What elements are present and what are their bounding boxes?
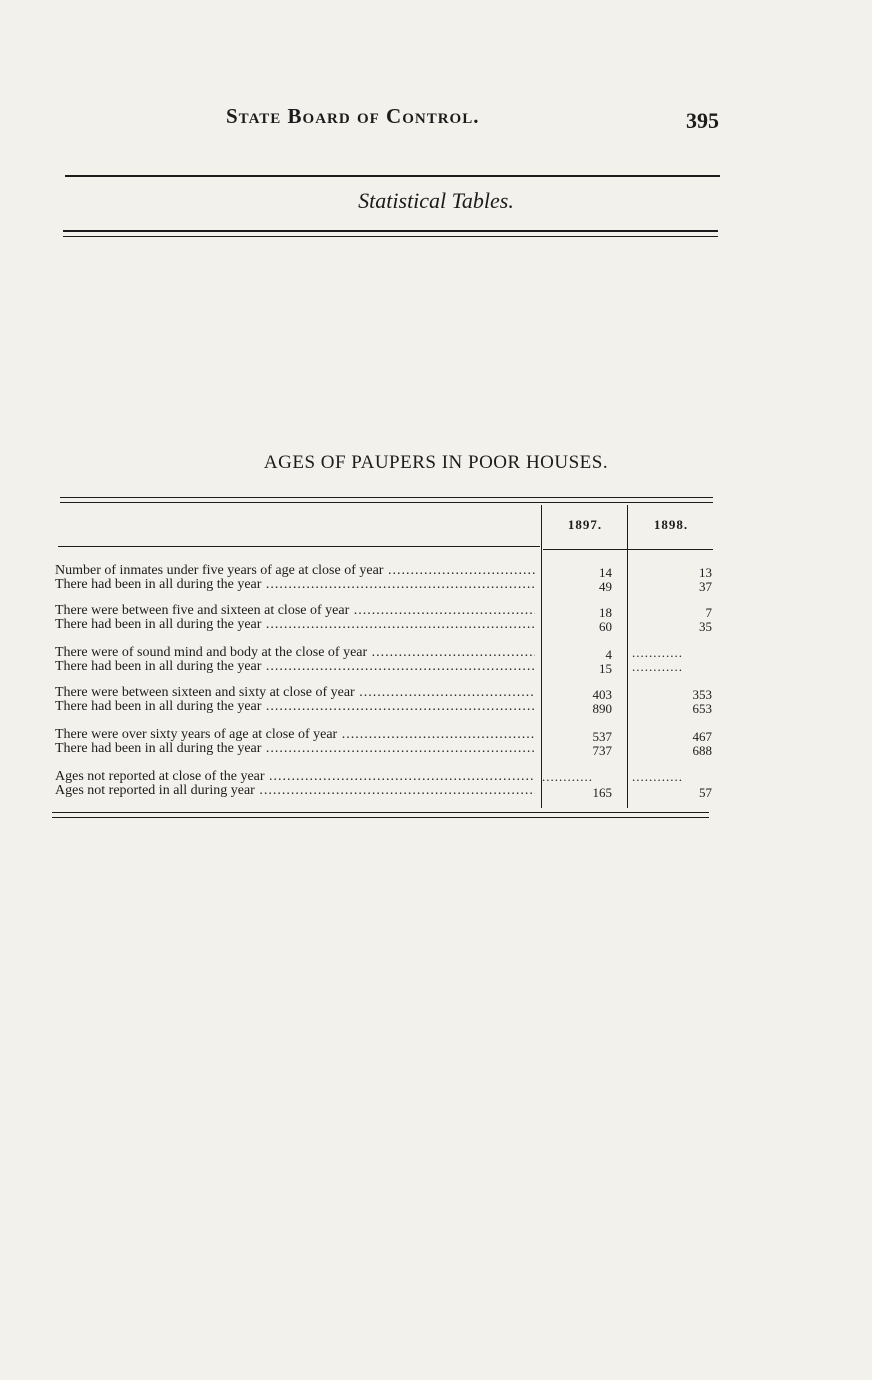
row-label: There were over sixty years of age at close of year ..... xyxy=(55,728,535,742)
table-bottom-rule xyxy=(52,812,709,813)
column-divider-right xyxy=(627,505,628,808)
header-rule-bottom xyxy=(63,230,718,232)
row-label: There were of sound mind and body at the close of year ..... xyxy=(55,646,535,660)
column-header-1898: 1898. xyxy=(653,517,689,532)
col-head-rule xyxy=(543,549,713,550)
cell-1897: 165 xyxy=(592,785,612,800)
cell-1898: 13 xyxy=(699,565,712,580)
cell-1897: 49 xyxy=(599,579,612,594)
row-label: There were between five and sixteen at close of year ..... xyxy=(55,604,535,618)
section-subtitle: Statistical Tables. xyxy=(358,188,514,213)
cell-1898: 57 xyxy=(699,785,712,800)
cell-1898: 35 xyxy=(699,619,712,634)
cell-1897: 60 xyxy=(599,619,612,634)
row-label: There had been in all during the year ..... xyxy=(55,618,535,632)
cell-1898: 688 xyxy=(692,743,712,758)
row-label: There had been in all during the year ..... xyxy=(55,700,535,714)
table-top-rule-2 xyxy=(60,502,713,503)
row-label: Number of inmates under five years of age at close of year ..... xyxy=(55,564,535,578)
cell-1898: 353 xyxy=(692,687,712,702)
cell-1897: 15 xyxy=(599,661,612,676)
stub-head-rule xyxy=(58,546,540,547)
cell-1897: 537 xyxy=(592,729,612,744)
page-number: 395 xyxy=(686,108,719,133)
table-top-rule xyxy=(60,497,713,498)
running-header-title: State Board of Control. xyxy=(226,104,480,128)
table-bottom-rule-2 xyxy=(52,817,709,818)
cell-1897: 403 xyxy=(592,687,612,702)
header-rule-bottom-thin xyxy=(63,236,718,237)
row-label: There had been in all during the year ..... xyxy=(55,578,535,592)
cell-1898: 7 xyxy=(705,605,712,620)
column-divider-left xyxy=(541,505,542,808)
cell-1898-blank: ............ xyxy=(632,769,683,784)
cell-1897: 14 xyxy=(599,565,612,580)
row-label: There were between sixteen and sixty at close of year ..... xyxy=(55,686,535,700)
table-title: AGES OF PAUPERS IN POOR HOUSES. xyxy=(263,452,609,473)
row-label: There had been in all during the year ..... xyxy=(55,742,535,756)
cell-1897: 4 xyxy=(605,647,612,662)
cell-1898: 467 xyxy=(692,729,712,744)
cell-1897: 890 xyxy=(592,701,612,716)
cell-1898: 653 xyxy=(692,701,712,716)
cell-1897: 18 xyxy=(599,605,612,620)
column-header-1897: 1897. xyxy=(567,517,603,532)
cell-1897: 737 xyxy=(592,743,612,758)
cell-1898-blank: ............ xyxy=(632,659,683,674)
row-label: Ages not reported in all during year ..... xyxy=(55,784,535,798)
header-rule-top xyxy=(65,175,720,177)
row-label: There had been in all during the year ..... xyxy=(55,660,535,674)
cell-1897-blank: ............ xyxy=(542,769,593,784)
cell-1898-blank: ............ xyxy=(632,645,683,660)
row-label: Ages not reported at close of the year ..... xyxy=(55,770,535,784)
cell-1898: 37 xyxy=(699,579,712,594)
